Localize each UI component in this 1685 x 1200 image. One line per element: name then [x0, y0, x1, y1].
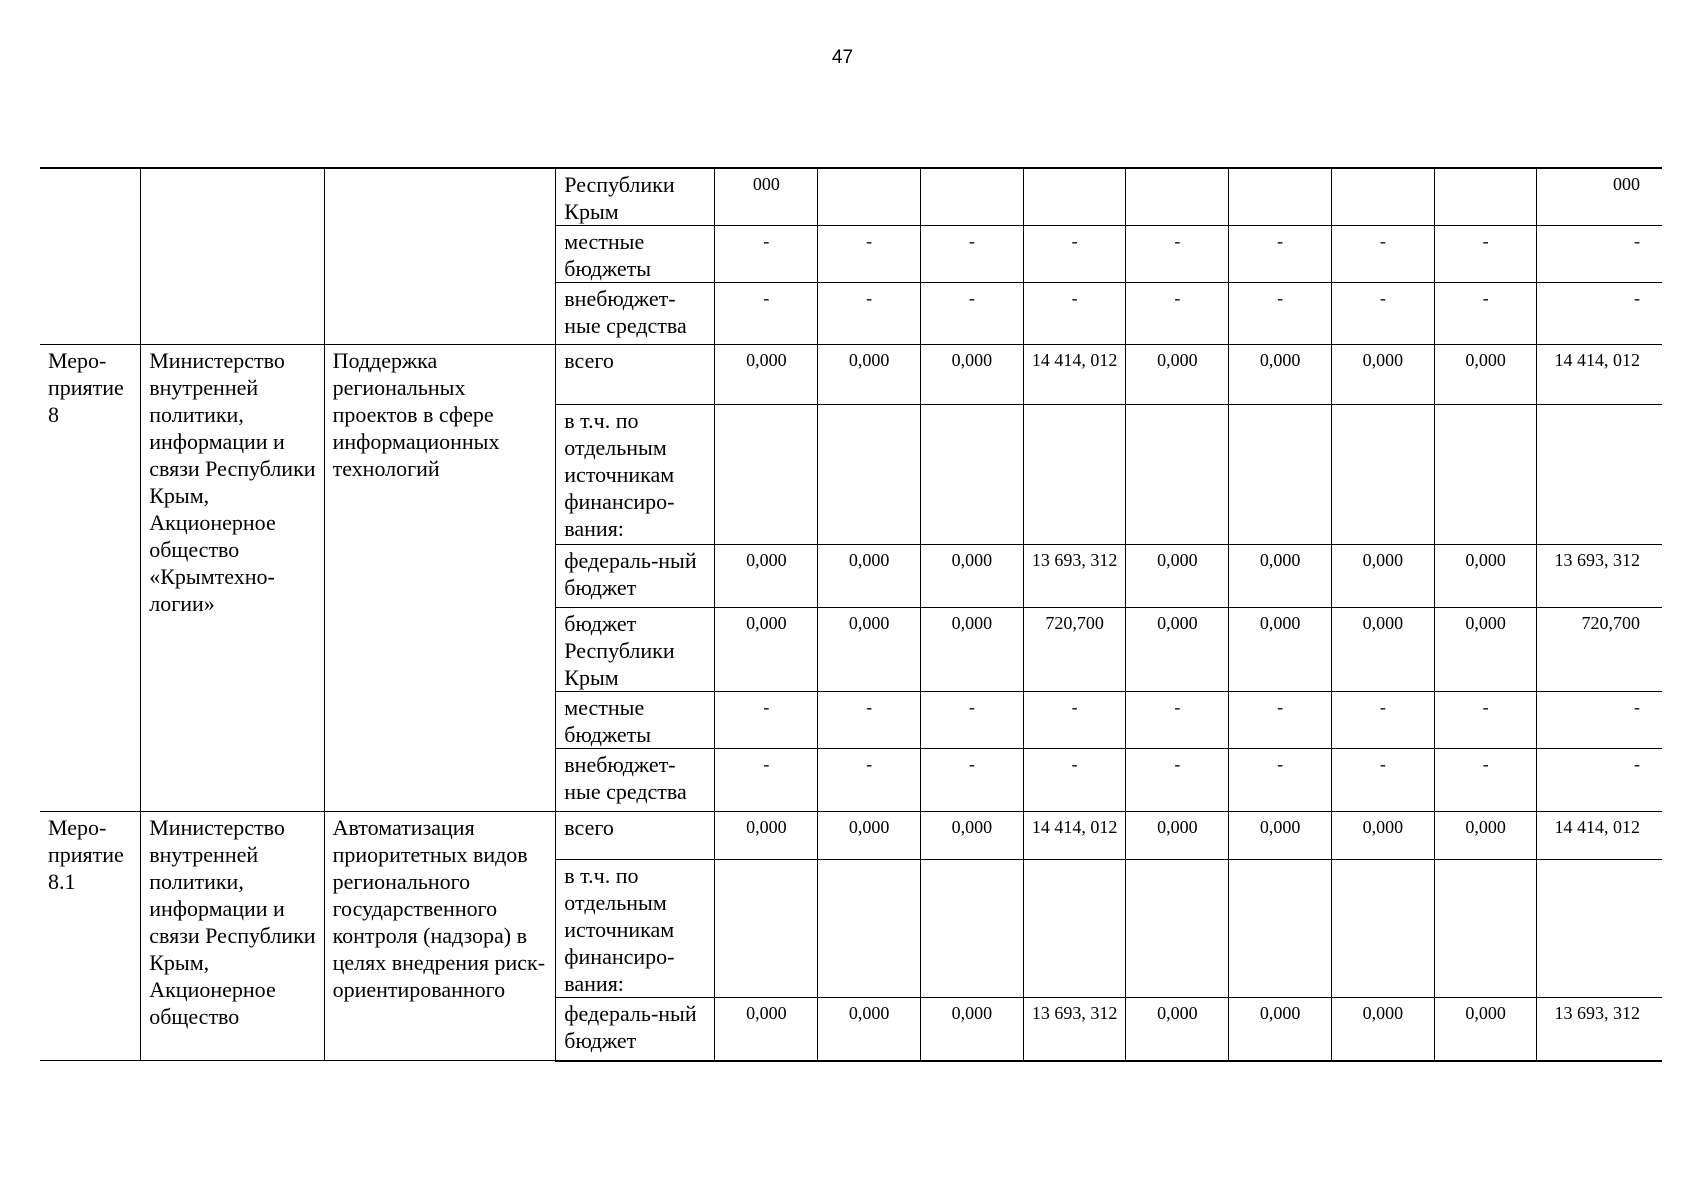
- value-cell: [1434, 860, 1537, 998]
- funding-source-cell: в т.ч. по отдельным источникам финансиро-вания:: [556, 860, 715, 998]
- value-cell: [1229, 168, 1332, 226]
- financing-table: [40, 167, 1662, 1062]
- funding-source-cell: бюджет Республики Крым: [556, 608, 715, 692]
- value-cell: -: [1229, 283, 1332, 345]
- value-cell: -: [1537, 692, 1662, 749]
- value-cell: 0,000: [1434, 608, 1537, 692]
- value-cell: 14 414, 012: [1537, 812, 1662, 860]
- value-cell: -: [818, 283, 921, 345]
- value-cell: 0,000: [920, 998, 1023, 1061]
- measure-name-cell: Автоматизация приоритетных видов регионального государственного контроля (надзора) в целях внедрения риск-ориентированного: [324, 812, 556, 1061]
- value-cell: 000: [715, 168, 818, 226]
- value-cell: -: [818, 692, 921, 749]
- value-cell: 0,000: [1229, 608, 1332, 692]
- value-cell: 0,000: [818, 545, 921, 608]
- value-cell: 0,000: [818, 345, 921, 405]
- value-cell: 0,000: [818, 608, 921, 692]
- value-cell: 0,000: [1434, 545, 1537, 608]
- value-cell: [920, 168, 1023, 226]
- value-cell: -: [1434, 226, 1537, 283]
- value-cell: -: [920, 226, 1023, 283]
- value-cell: [1331, 168, 1434, 226]
- funding-source-cell: Республики Крым: [556, 168, 715, 226]
- value-cell: -: [1126, 226, 1229, 283]
- value-cell: [1229, 405, 1332, 545]
- value-cell: 0,000: [715, 608, 818, 692]
- value-cell: -: [1023, 749, 1126, 812]
- value-cell: 14 414, 012: [1023, 812, 1126, 860]
- value-cell: 0,000: [920, 608, 1023, 692]
- value-cell: -: [1434, 283, 1537, 345]
- value-cell: 0,000: [1331, 345, 1434, 405]
- value-cell: -: [920, 283, 1023, 345]
- empty-cell: [141, 168, 324, 345]
- value-cell: -: [715, 226, 818, 283]
- executor-cell: Министерство внутренней политики, информации и связи Республики Крым, Акционерное общество «Крымтехно-логии»: [141, 345, 324, 812]
- measure-name-cell: Поддержка региональных проектов в сфере информационных технологий: [324, 345, 556, 812]
- value-cell: -: [818, 749, 921, 812]
- value-cell: 720,700: [1537, 608, 1662, 692]
- value-cell: 0,000: [1229, 812, 1332, 860]
- table-row: [40, 168, 1662, 226]
- value-cell: 0,000: [1331, 545, 1434, 608]
- value-cell: -: [1331, 283, 1434, 345]
- funding-source-cell: федераль-ный бюджет: [556, 545, 715, 608]
- value-cell: [1229, 860, 1332, 998]
- value-cell: -: [1434, 749, 1537, 812]
- value-cell: [1537, 860, 1662, 998]
- funding-source-cell: в т.ч. по отдельным источникам финансиро-вания:: [556, 405, 715, 545]
- value-cell: 000: [1537, 168, 1662, 226]
- value-cell: -: [1537, 226, 1662, 283]
- value-cell: -: [1126, 749, 1229, 812]
- funding-source-cell: внебюджет-ные средства: [556, 283, 715, 345]
- value-cell: [1331, 860, 1434, 998]
- value-cell: -: [920, 692, 1023, 749]
- empty-cell: [324, 168, 556, 345]
- value-cell: 0,000: [1229, 998, 1332, 1061]
- value-cell: -: [1537, 749, 1662, 812]
- value-cell: 0,000: [920, 545, 1023, 608]
- value-cell: -: [1537, 283, 1662, 345]
- value-cell: 0,000: [1126, 812, 1229, 860]
- value-cell: 0,000: [920, 345, 1023, 405]
- value-cell: [1434, 168, 1537, 226]
- value-cell: 0,000: [1434, 345, 1537, 405]
- value-cell: 0,000: [1434, 998, 1537, 1061]
- value-cell: -: [1229, 692, 1332, 749]
- funding-source-cell: внебюджет-ные средства: [556, 749, 715, 812]
- funding-source-cell: всего: [556, 812, 715, 860]
- value-cell: 14 414, 012: [1023, 345, 1126, 405]
- value-cell: 0,000: [715, 545, 818, 608]
- value-cell: 13 693, 312: [1023, 545, 1126, 608]
- table-row: [40, 812, 1662, 860]
- page-number: 47: [831, 47, 854, 68]
- funding-source-cell: местные бюджеты: [556, 226, 715, 283]
- value-cell: 13 693, 312: [1023, 998, 1126, 1061]
- value-cell: 0,000: [1229, 545, 1332, 608]
- value-cell: [715, 860, 818, 998]
- value-cell: -: [1331, 749, 1434, 812]
- value-cell: [920, 405, 1023, 545]
- table-body: [40, 168, 1662, 1061]
- measure-label: Меро-приятие 8: [40, 345, 141, 812]
- value-cell: -: [1434, 692, 1537, 749]
- value-cell: 0,000: [1434, 812, 1537, 860]
- value-cell: -: [1023, 692, 1126, 749]
- value-cell: [818, 405, 921, 545]
- value-cell: [1023, 860, 1126, 998]
- value-cell: -: [1229, 226, 1332, 283]
- value-cell: -: [1023, 283, 1126, 345]
- value-cell: -: [1023, 226, 1126, 283]
- value-cell: [1537, 405, 1662, 545]
- value-cell: 13 693, 312: [1537, 998, 1662, 1061]
- value-cell: -: [715, 692, 818, 749]
- value-cell: 0,000: [920, 812, 1023, 860]
- value-cell: -: [715, 749, 818, 812]
- value-cell: 0,000: [1331, 812, 1434, 860]
- value-cell: -: [920, 749, 1023, 812]
- value-cell: [920, 860, 1023, 998]
- value-cell: -: [715, 283, 818, 345]
- value-cell: 0,000: [1331, 608, 1434, 692]
- value-cell: 720,700: [1023, 608, 1126, 692]
- value-cell: 0,000: [1126, 608, 1229, 692]
- value-cell: [1126, 860, 1229, 998]
- funding-source-cell: федераль-ный бюджет: [556, 998, 715, 1061]
- value-cell: [1126, 168, 1229, 226]
- measure-label: Меро-приятие 8.1: [40, 812, 141, 1061]
- value-cell: [715, 405, 818, 545]
- value-cell: -: [1331, 226, 1434, 283]
- value-cell: [818, 168, 921, 226]
- value-cell: -: [1126, 283, 1229, 345]
- table-row: [40, 345, 1662, 405]
- funding-source-cell: всего: [556, 345, 715, 405]
- value-cell: [1331, 405, 1434, 545]
- empty-cell: [40, 168, 141, 345]
- value-cell: [818, 860, 921, 998]
- value-cell: [1023, 168, 1126, 226]
- value-cell: -: [818, 226, 921, 283]
- value-cell: 0,000: [1126, 545, 1229, 608]
- executor-cell: Министерство внутренней политики, информации и связи Республики Крым, Акционерное общество: [141, 812, 324, 1061]
- value-cell: 0,000: [715, 345, 818, 405]
- value-cell: -: [1126, 692, 1229, 749]
- value-cell: -: [1229, 749, 1332, 812]
- value-cell: 0,000: [1331, 998, 1434, 1061]
- value-cell: 0,000: [715, 812, 818, 860]
- value-cell: 14 414, 012: [1537, 345, 1662, 405]
- value-cell: -: [1331, 692, 1434, 749]
- value-cell: 13 693, 312: [1537, 545, 1662, 608]
- value-cell: 0,000: [818, 812, 921, 860]
- funding-source-cell: местные бюджеты: [556, 692, 715, 749]
- value-cell: 0,000: [1126, 998, 1229, 1061]
- value-cell: [1023, 405, 1126, 545]
- value-cell: [1126, 405, 1229, 545]
- value-cell: 0,000: [1126, 345, 1229, 405]
- value-cell: 0,000: [715, 998, 818, 1061]
- value-cell: 0,000: [818, 998, 921, 1061]
- value-cell: 0,000: [1229, 345, 1332, 405]
- value-cell: [1434, 405, 1537, 545]
